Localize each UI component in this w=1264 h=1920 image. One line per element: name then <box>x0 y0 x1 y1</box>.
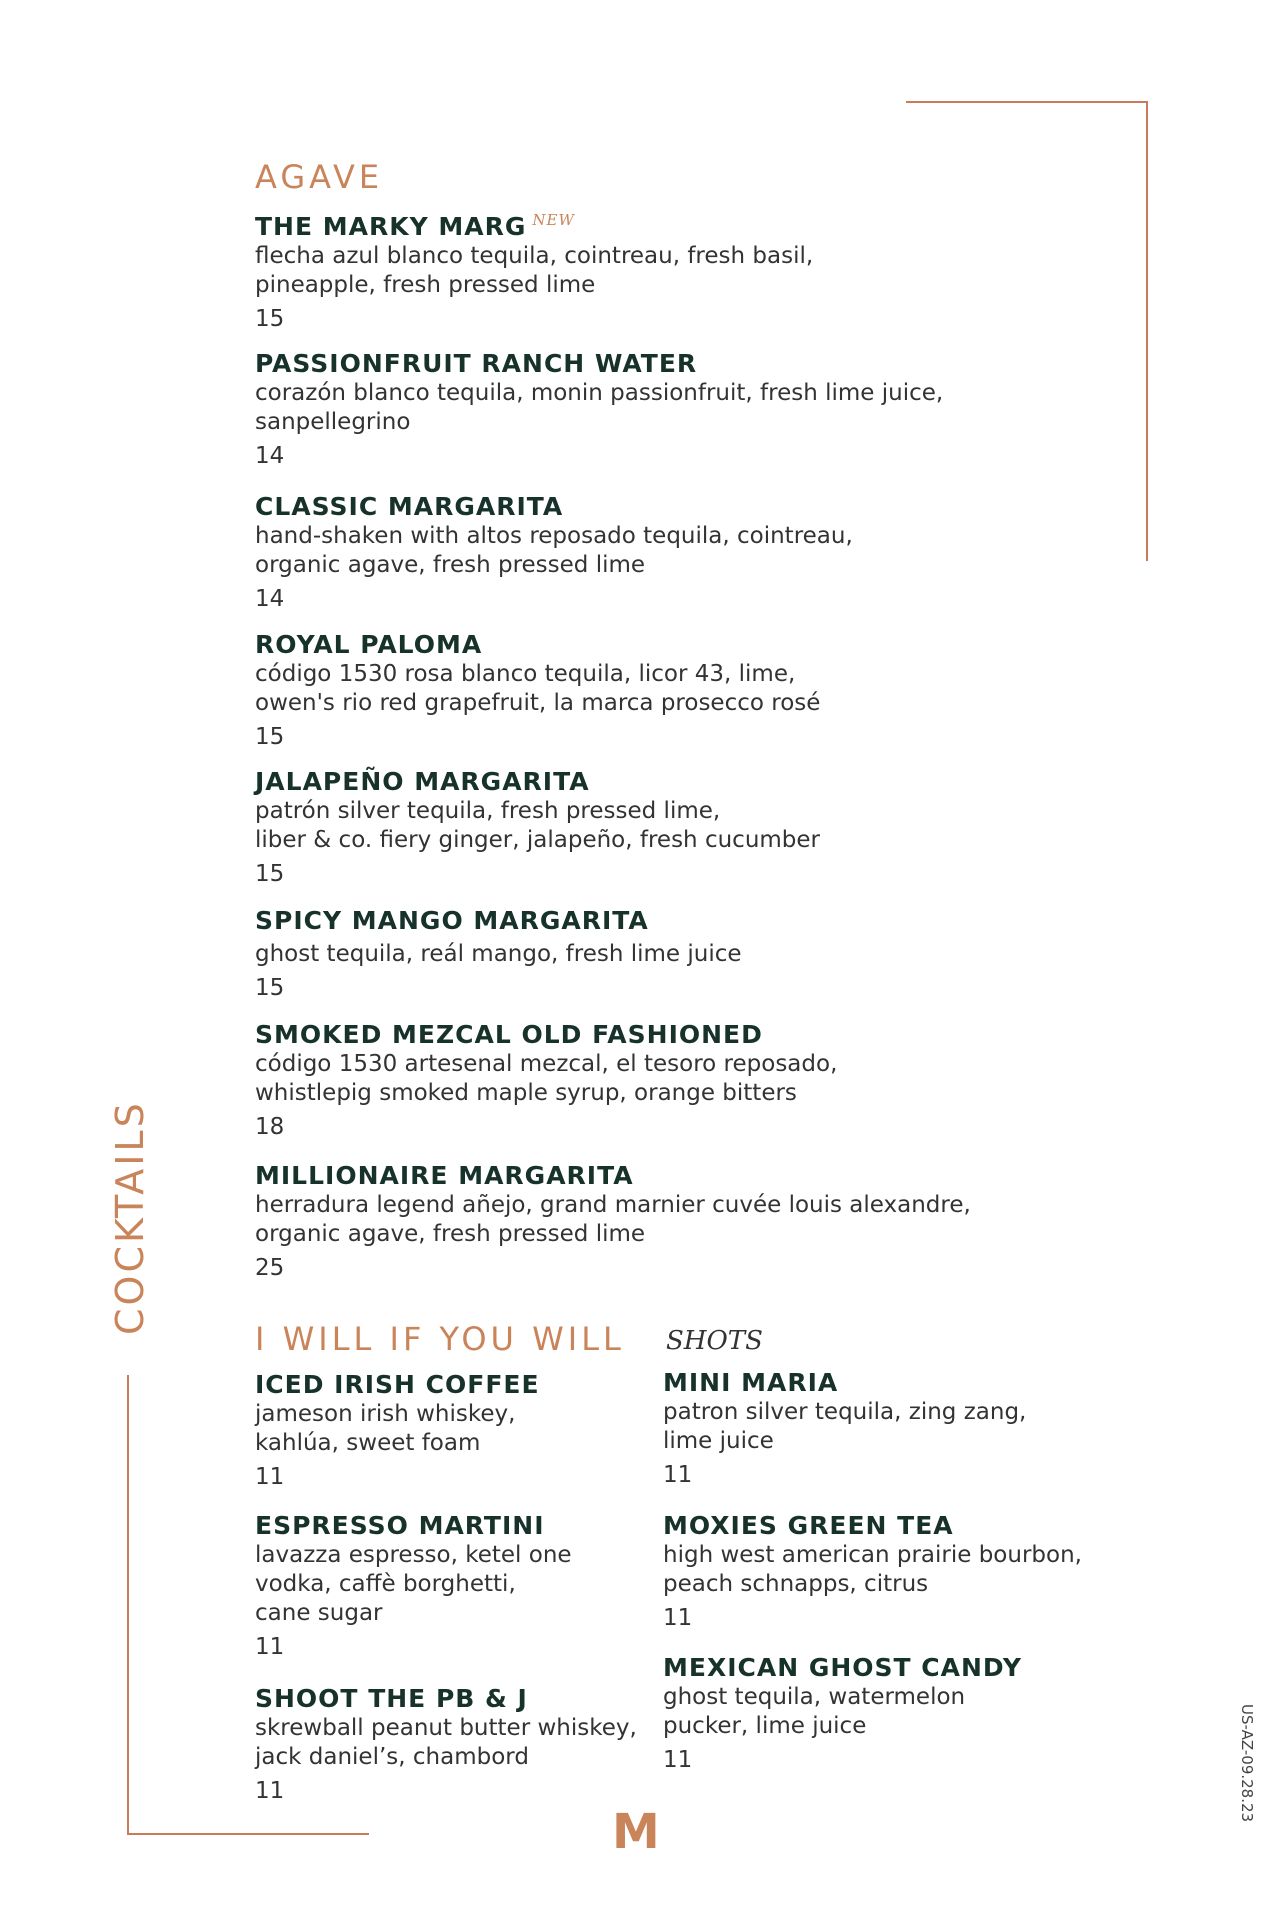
item-price: 14 <box>255 586 285 612</box>
menu-item <box>255 205 813 334</box>
item-price: 15 <box>255 861 285 887</box>
item-name: ROYAL PALOMA <box>255 630 483 659</box>
item-price: 25 <box>255 1255 285 1281</box>
item-price: 11 <box>255 1464 285 1490</box>
menu-item <box>255 1684 637 1806</box>
item-description: flecha azul blanco tequila, cointreau, fresh basil, pineapple, fresh pressed lime <box>255 243 814 298</box>
menu-item <box>255 1511 572 1662</box>
new-badge: NEW <box>532 211 575 229</box>
menu-item <box>255 349 943 471</box>
item-description: corazón blanco tequila, monin passionfruit, fresh lime juice, sanpellegrino <box>255 380 944 435</box>
agave-section-title: AGAVE <box>255 158 384 196</box>
item-name: CLASSIC MARGARITA <box>255 492 564 521</box>
item-price: 15 <box>255 306 285 332</box>
item-description: código 1530 rosa blanco tequila, licor 43, lime, owen's rio red grapefruit, la marca prosecco rosé <box>255 661 821 716</box>
document-code: US-AZ-09.28.23 <box>1238 1704 1256 1823</box>
menu-item <box>255 630 820 752</box>
item-description: patron silver tequila, zing zang, lime juice <box>663 1399 1027 1454</box>
item-price: 11 <box>663 1462 693 1488</box>
item-description: skrewball peanut butter whiskey, jack daniel’s, chambord <box>255 1715 637 1770</box>
menu-item <box>255 492 853 614</box>
bottom-left-frame-vertical <box>127 1375 129 1835</box>
menu-item <box>255 767 820 889</box>
item-price: 18 <box>255 1114 285 1140</box>
item-name: ICED IRISH COFFEE <box>255 1370 540 1399</box>
item-name: SPICY MANGO MARGARITA <box>255 906 649 935</box>
item-description: jameson irish whiskey, kahlúa, sweet foam <box>255 1401 516 1456</box>
item-price: 14 <box>255 443 285 469</box>
shots-section-title: SHOTS <box>666 1326 763 1356</box>
item-price: 11 <box>663 1747 693 1773</box>
menu-item <box>663 1368 1026 1490</box>
item-description: ghost tequila, reál mango, fresh lime juice <box>255 941 742 967</box>
bottom-left-frame-horizontal <box>127 1833 369 1835</box>
top-right-frame-vertical <box>1146 101 1148 561</box>
item-description: ghost tequila, watermelon pucker, lime juice <box>663 1684 966 1739</box>
item-name: MINI MARIA <box>663 1368 839 1397</box>
item-name: SHOOT THE PB & J <box>255 1684 528 1713</box>
menu-item <box>255 1161 971 1283</box>
item-name: THE MARKY MARG <box>255 212 527 241</box>
item-description: hand-shaken with altos reposado tequila, cointreau, organic agave, fresh pressed lime <box>255 523 853 578</box>
item-name: MILLIONAIRE MARGARITA <box>255 1161 634 1190</box>
top-right-frame-horizontal <box>906 101 1148 103</box>
item-name: MOXIES GREEN TEA <box>663 1511 954 1540</box>
item-description: high west american prairie bourbon, peach schnapps, citrus <box>663 1542 1082 1597</box>
i-will-section-title: I WILL IF YOU WILL <box>255 1320 625 1358</box>
menu-item <box>663 1511 1082 1633</box>
item-price: 15 <box>255 724 285 750</box>
item-price: 11 <box>663 1605 693 1631</box>
item-description: código 1530 artesenal mezcal, el tesoro reposado, whistlepig smoked maple syrup, orange bitters <box>255 1051 838 1106</box>
item-price: 11 <box>255 1778 285 1804</box>
item-name: JALAPEÑO MARGARITA <box>255 767 590 796</box>
item-price: 11 <box>255 1634 285 1660</box>
item-name: PASSIONFRUIT RANCH WATER <box>255 349 698 378</box>
menu-item <box>255 906 742 1003</box>
menu-item <box>663 1653 1022 1775</box>
item-description: herradura legend añejo, grand marnier cuvée louis alexandre, organic agave, fresh pressed lime <box>255 1192 971 1247</box>
item-name: MEXICAN GHOST CANDY <box>663 1653 1022 1682</box>
moxies-logo: M <box>612 1804 660 1860</box>
item-name: SMOKED MEZCAL OLD FASHIONED <box>255 1020 763 1049</box>
cocktails-side-label: COCKTAILS <box>108 1100 152 1335</box>
item-description: patrón silver tequila, fresh pressed lime, liber & co. fiery ginger, jalapeño, fresh cucumber <box>255 798 821 853</box>
menu-item <box>255 1020 837 1142</box>
item-price: 15 <box>255 975 285 1001</box>
menu-item <box>255 1370 540 1492</box>
item-name: ESPRESSO MARTINI <box>255 1511 545 1540</box>
item-description: lavazza espresso, ketel one vodka, caffè borghetti, cane sugar <box>255 1542 572 1626</box>
